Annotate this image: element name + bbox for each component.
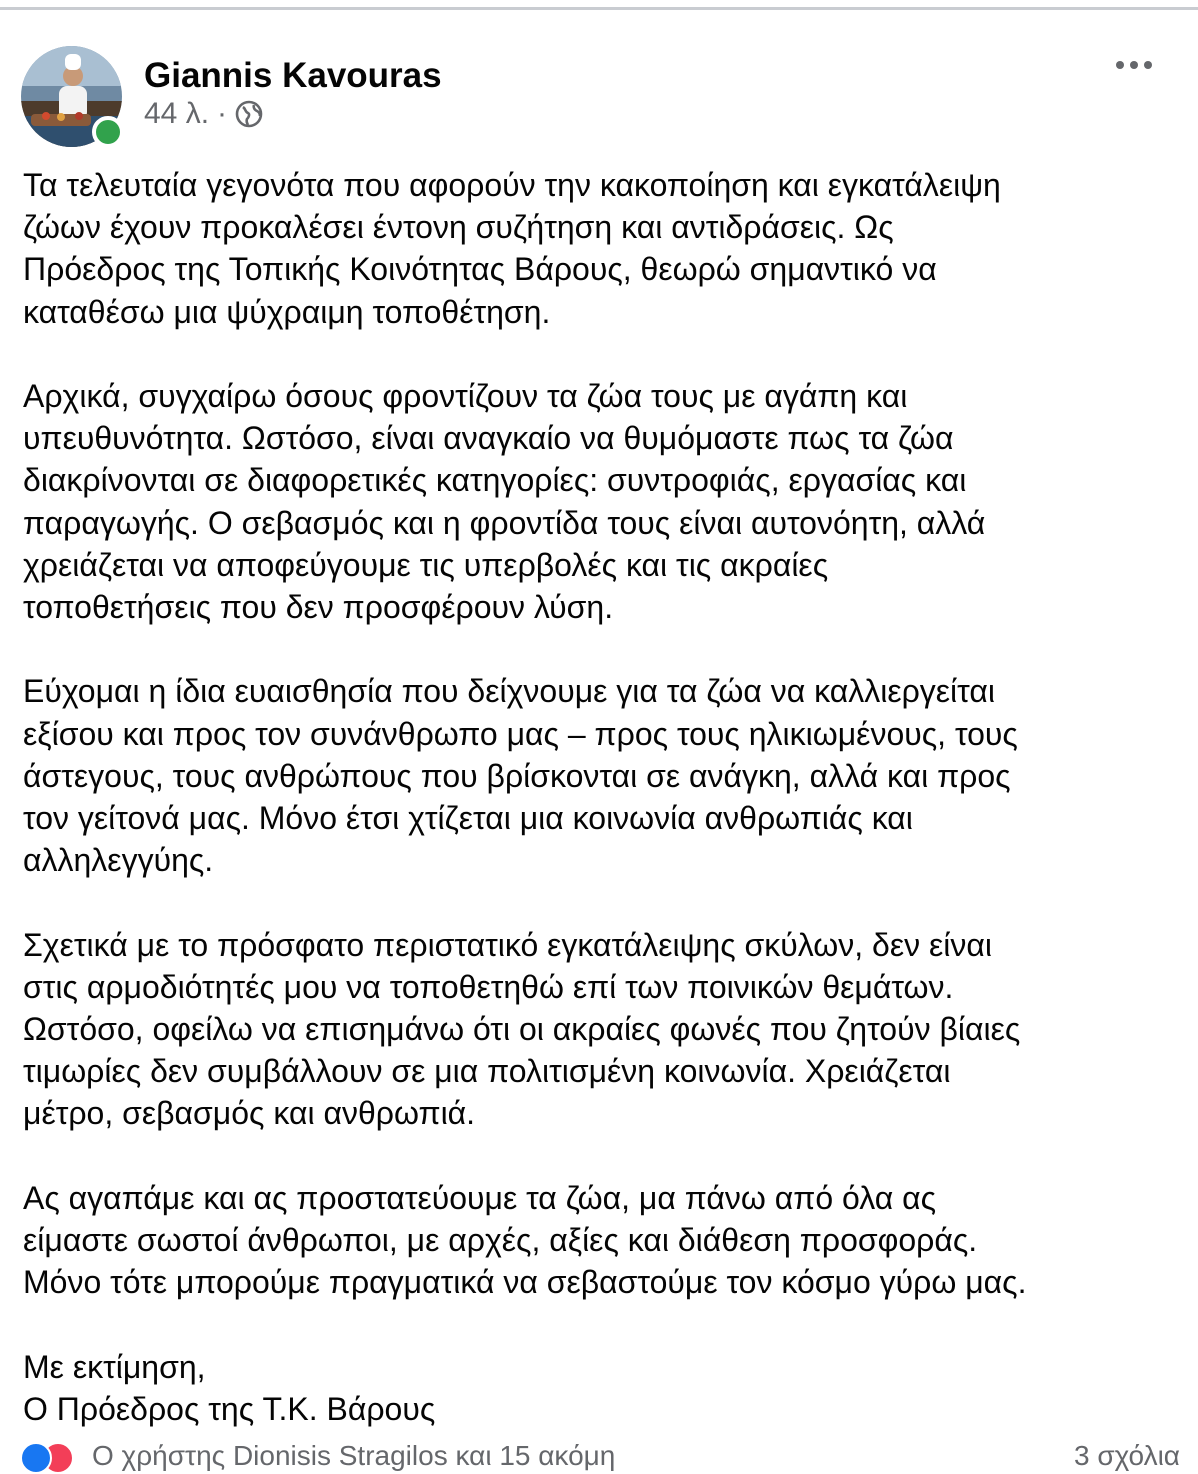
- paragraph: [23, 924, 1173, 1135]
- text-line: Ο Πρόεδρος της Τ.Κ. Βάρους: [23, 1390, 436, 1427]
- text-line: χρειάζεται να αποφεύγουμε τις υπερβολές και τις ακραίες: [23, 546, 829, 583]
- post-text: [23, 164, 1173, 1430]
- text-line: μέτρο, σεβασμός και ανθρωπιά.: [23, 1095, 476, 1132]
- text-line: ζώων έχουν προκαλέσει έντονη συζήτηση και αντιδράσεις. Ως: [23, 209, 894, 246]
- paragraph: [23, 670, 1173, 881]
- text-line: Αρχικά, συγχαίρω όσους φροντίζουν τα ζώα τους με αγάπη και: [23, 378, 908, 414]
- text-line: Με εκτίμηση,: [23, 1348, 206, 1385]
- text-line: Εύχομαι η ίδια ευαισθησία που δείχνουμε για τα ζώα να καλλιεργείται: [23, 673, 995, 710]
- post-timestamp[interactable]: 44 λ.: [144, 97, 210, 130]
- like-reaction-icon[interactable]: [20, 1442, 52, 1474]
- comments-count[interactable]: 3 σχόλια: [1073, 1440, 1180, 1471]
- top-divider: [0, 7, 1198, 10]
- text-line: τοποθετήσεις που δεν προσφέρουν λύση.: [23, 589, 614, 626]
- text-line: καταθέσω μια ψύχραιμη τοποθέτηση.: [23, 293, 551, 330]
- text-line: Πρόεδρος της Τοπικής Κοινότητας Βάρους, θεωρώ σημαντικό να: [23, 251, 937, 288]
- globe-icon[interactable]: [235, 100, 263, 128]
- more-options-icon: [1144, 61, 1152, 69]
- more-options-icon: [1130, 61, 1138, 69]
- more-options-icon: [1116, 61, 1124, 69]
- paragraph: [23, 1177, 1173, 1304]
- text-line: άστεγους, τους ανθρώπους που βρίσκονται σε ανάγκη, αλλά και προς: [23, 757, 1011, 794]
- text-line: Μόνο τότε μπορούμε πραγματικά να σεβαστούμε τον κόσμο γύρω μας.: [23, 1264, 1027, 1301]
- paragraph: [23, 375, 1173, 628]
- post-meta: [144, 97, 263, 131]
- online-status-indicator: [92, 116, 124, 148]
- text-line: τον γείτονά μας. Μόνο έτσι χτίζεται μια κοινωνία ανθρωπιάς και: [23, 800, 913, 837]
- text-line: υπευθυνότητα. Ωστόσο, είναι αναγκαίο να θυμόμαστε πως τα ζώα: [23, 420, 954, 457]
- reactions-summary[interactable]: Ο χρήστης Dionisis Stragilos και 15 ακόμη: [92, 1440, 616, 1471]
- text-line: Τα τελευταία γεγονότα που αφορούν την κακοποίηση και εγκατάλειψη: [23, 167, 1001, 203]
- text-line: Ας αγαπάμε και ας προστατεύουμε τα ζώα, μα πάνω από όλα ας: [23, 1179, 937, 1216]
- text-line: τιμωρίες δεν συμβάλλουν σε μια πολιτισμένη κοινωνία. Χρειάζεται: [23, 1053, 951, 1090]
- text-line: εξίσου και προς τον συνάνθρωπο μας – προς τους ηλικιωμένους, τους: [23, 715, 1018, 752]
- text-line: αλληλεγγύης.: [23, 842, 214, 879]
- text-line: στις αρμοδιότητές μου να τοποθετηθώ επί των ποινικών θεμάτων.: [23, 968, 954, 1005]
- text-line: Ωστόσο, οφείλω να επισημάνω ότι οι ακραίες φωνές που ζητούν βίαιες: [23, 1011, 1021, 1048]
- text-line: παραγωγής. Ο σεβασμός και η φροντίδα τους είναι αυτονόητη, αλλά: [23, 504, 986, 541]
- more-options-button[interactable]: [1112, 50, 1156, 80]
- meta-separator: ·: [217, 97, 228, 130]
- post-footer: [20, 1438, 1180, 1471]
- author-name[interactable]: Giannis Kavouras: [144, 56, 442, 95]
- paragraph: [23, 164, 1173, 333]
- text-line: είμαστε σωστοί άνθρωποι, με αρχές, αξίες και διάθεση προσφοράς.: [23, 1222, 978, 1259]
- text-line: διακρίνονται σε διαφορετικές κατηγορίες: συντροφιάς, εργασίας και: [23, 462, 967, 499]
- paragraph: [23, 1346, 1173, 1430]
- text-line: Σχετικά με το πρόσφατο περιστατικό εγκατάλειψης σκύλων, δεν είναι: [23, 926, 992, 963]
